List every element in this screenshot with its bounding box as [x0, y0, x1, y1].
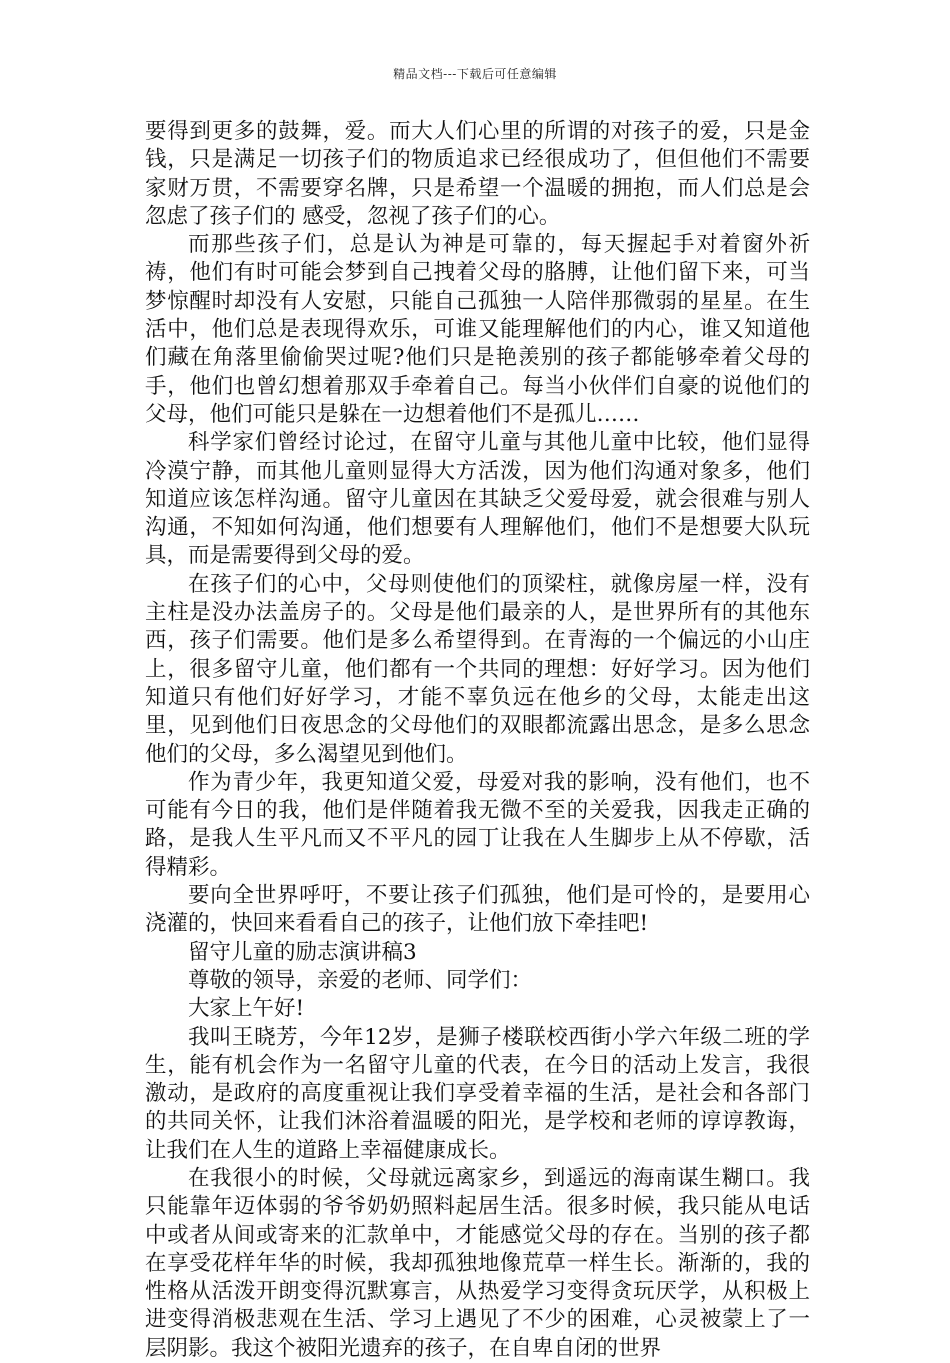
paragraph: 要向全世界呼吁，不要让孩子们孤独，他们是可怜的，是要用心浇灌的，快回来看看自己的孩子，让他们放下牵挂吧!	[145, 883, 810, 937]
paragraph: 而那些孩子们，总是认为神是可靠的，每天握起手对着窗外祈祷，他们有时可能会梦到自己拽着父母的胳膊，让他们留下来，可当梦惊醒时却没有人安慰，只能自己孤独一人陪伴那微弱的星星。在生活中，他们总是表现得欢乐，可谁又能理解他们的内心，谁又知道他们藏在角落里偷偷哭过呢?他们只是艳羡别的孩子都能够牵着父母的手，他们也曾幻想着那双手牵着自己。每当小伙伴们自豪的说他们的父母，他们可能只是躲在一边想着他们不是孤儿……	[145, 232, 810, 427]
greeting: 大家上午好!	[188, 996, 305, 1022]
page-header: 精品文档---下载后可任意编辑	[393, 67, 557, 81]
paragraph: 在我很小的时候，父母就远离家乡，到遥远的海南谋生糊口。我只能靠年迈体弱的爷爷奶奶照料起居生活。很多时候，我只能从电话中或者从间或寄来的汇款单中，才能感觉父母的存在。当别的孩子都在享受花样年华的时候，我却孤独地像荒草一样生长。渐渐的，我的性格从活泼开朗变得沉默寡言，从热爱学习变得贪玩厌学，从积极上进变得消极悲观在生活、学习上遇见了不少的困难，心灵被蒙上了一层阴影。我这个被阳光遗弃的孩子，在自卑自闭的世界	[145, 1165, 810, 1361]
paragraph: 作为青少年，我更知道父爱，母爱对我的影响，没有他们，也不可能有今日的我，他们是伴随着我无微不至的关爱我，因我走正确的路，是我人生平凡而又不平凡的园丁让我在人生脚步上从不停歇，活得精彩。	[145, 769, 810, 880]
paragraph: 科学家们曾经讨论过，在留守儿童与其他儿童中比较，他们显得冷漠宁静，而其他儿童则显得大方活泼，因为他们沟通对象多，他们知道应该怎样沟通。留守儿童因在其缺乏父爱母爱，就会很难与别人沟通，不知如何沟通，他们想要有人理解他们，他们不是想要大队玩具，而是需要得到父母的爱。	[145, 430, 810, 569]
document-body	[145, 118, 810, 1363]
paragraph: 在孩子们的心中，父母则使他们的顶梁柱，就像房屋一样，没有主柱是没办法盖房子的。父母是他们最亲的人，是世界所有的其他东西，孩子们需要。他们是多么希望得到。在青海的一个偏远的小山庄上，很多留守儿童，他们都有一个共同的理想：好好学习。因为他们知道只有他们好好学习，才能不辜负远在他乡的父母，太能走出这里，见到他们日夜思念的父母他们的双眼都流露出思念，是多么思念他们的父母，多么渴望见到他们。	[145, 571, 810, 767]
paragraph: 我叫王晓芳，今年12岁，是狮子楼联校西街小学六年级二班的学生，能有机会作为一名留守儿童的代表，在今日的活动上发言，我很激动，是政府的高度重视让我们享受着幸福的生活，是社会和各部门的共同关怀，让我们沐浴着温暖的阳光，是学校和老师的谆谆教诲，让我们在人生的道路上幸福健康成长。	[145, 1024, 810, 1163]
speech-title: 留守儿童的励志演讲稿3	[188, 939, 417, 965]
paragraph: 要得到更多的鼓舞，爱。而大人们心里的所谓的对孩子的爱，只是金钱，只是满足一切孩子们的物质追求已经很成功了，但但他们不需要家财万贯，不需要穿名牌，只是希望一个温暖的拥抱，而人们总是会忽虑了孩子们的 感受，忽视了孩子们的心。	[145, 119, 810, 229]
salutation: 尊敬的领导，亲爱的老师、同学们：	[188, 967, 533, 993]
